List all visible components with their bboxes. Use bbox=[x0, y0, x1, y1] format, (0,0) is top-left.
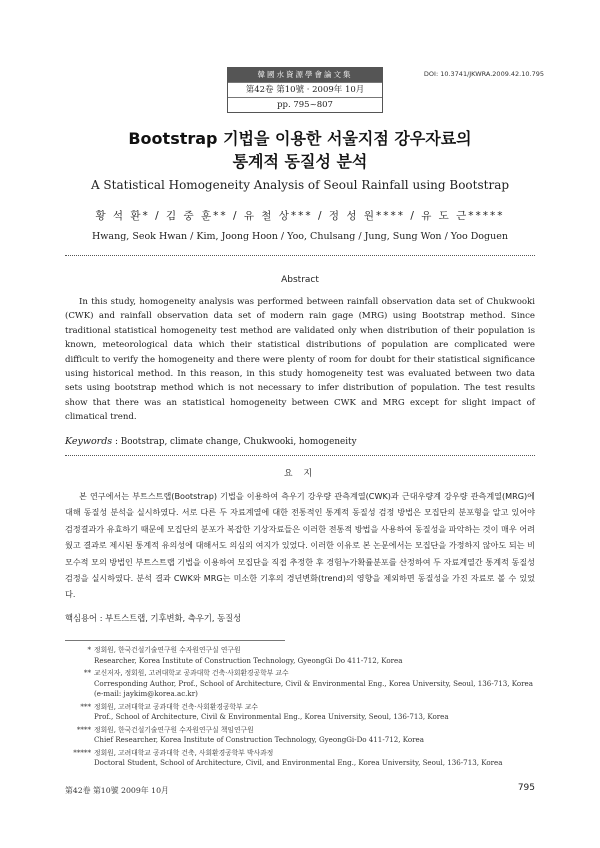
abstract-text: In this study, homogeneity analysis was performed between rainfall observation data set of Chukwooki (CWK) and rainfall observation data set of modern rain gage (MRG) using Bootstrap method. Since traditional statistical homogeneity test method are validated only when distribution of their population is known, meteorological data which their statistical distributions of population are complicated were difficult to verify the homogeneity and there were plenty of room for doubt for their statistical significance using historical method. In this reason, in this study homogeneity test was evaluated between two data sets using bootstrap method which is not necessary to infer distribution of population. The test results show that there was an statistical homogeneity between CWK and MRG except for slight impact of climatical trend. bbox=[65, 297, 535, 423]
page-number: 795 bbox=[517, 783, 535, 793]
keywords-text: : Bootstrap, climate change, Chukwooki, homogeneity bbox=[114, 437, 357, 447]
footnote-korean: 정회원, 한국건설기술연구원 수자원연구실 책임연구원 bbox=[94, 725, 254, 734]
authors-english: Hwang, Seok Hwan / Kim, Joong Hoon / Yoo, Chulsang / Jung, Sung Won / Yoo Doguen bbox=[92, 231, 508, 242]
footnote-2 bbox=[65, 668, 535, 700]
divider-top bbox=[65, 255, 535, 256]
footnote-mark: ***** bbox=[73, 747, 91, 757]
footnote-english: Corresponding Author, Prof., School of Architecture, Civil & Environmental Eng., Korea University, Seoul, 136-713, Korea bbox=[94, 678, 533, 688]
authors-korean: 황 석 환* / 김 중 훈** / 유 철 상*** / 정 성 원**** / 유 도 근***** bbox=[95, 210, 505, 222]
footnote-mark: *** bbox=[80, 701, 91, 711]
footnotes bbox=[65, 645, 535, 769]
summary-text: 본 연구에서는 부트스트랩(Bootstrap) 기법을 이용하여 측우기 강우량 관측계열(CWK)과 근대우량계 강우량 관측계열(MRG)에 대해 동질성 분석을 실시하였다. 서로 다른 두 자료계열에 대한 전통적인 통계적 동질성 검정 방법은 모집단의 분포형을 알고 있어야 검정결과가 유효하기 때문에 모집단의 분포가 복잡한 기상자료들은 이러한 전통적 방법을 사용하여 동질성을 파악하는 것이 매우 어려웠고 결과로 제시된 통계적 유의성에 대해서도 의심의 여지가 있었다. 이러한 이유로 본 논문에서는 모집단을 가정하지 않아도 되는 비모수적 모의 방법인 부트스트랩 기법을 이용하여 모집단을 직접 추정한 후 경험누가확률분포를 산정하여 두 자료계열간 통계적 동질성 검정을 실시하였다. 분석 결과 CWK와 MRG는 미소한 기후의 경년변화(trend)의 영향을 제외하면 동질성을 가진 자료로 볼 수 있었다. bbox=[65, 491, 535, 600]
footnote-english: Researcher, Korea Institute of Construction Technology, GyeongGi Do 411-712, Korea bbox=[94, 655, 403, 665]
keywords-line bbox=[65, 436, 535, 447]
footnote-mark: * bbox=[87, 645, 91, 654]
title-korean-line2: 통계적 동질성 분석 bbox=[232, 152, 368, 171]
footnote-english: Doctoral Student, School of Architecture, Civil, and Environmental Eng., Korea University, Seoul, 136-713, Korea bbox=[94, 758, 503, 767]
abstract-heading: Abstract bbox=[281, 275, 319, 285]
footnote-5 bbox=[65, 748, 535, 769]
footnote-english: Prof., School of Architecture, Civil & Environmental Eng., Korea University, Seoul, 136-713, Korea bbox=[94, 712, 449, 721]
journal-volume-issue: 第42卷 第10號 · 2009年 10月 bbox=[228, 82, 382, 97]
footnote-korean: 교신저자, 정회원, 고려대학교 공과대학 건축·사회환경공학부 교수 bbox=[94, 669, 289, 677]
footnote-mark: **** bbox=[76, 724, 91, 734]
footnote-korean: 정회원, 한국건설기술연구원 수자원연구실 연구원 bbox=[94, 646, 241, 654]
footnote-korean: 정회원, 고려대학교 공과대학 건축, 사회환경공학부 박사과정 bbox=[94, 748, 274, 757]
footnote-1 bbox=[65, 645, 535, 666]
divider-middle bbox=[65, 455, 535, 456]
footnote-email: (e-mail: jaykim@korea.ac.kr) bbox=[94, 689, 198, 698]
summary-heading: 요 지 bbox=[283, 469, 317, 479]
footnote-4 bbox=[65, 725, 535, 746]
footnote-english: Chief Researcher, Korea Institute of Construction Technology, GyeongGi-Do 411-712, Korea bbox=[94, 735, 424, 744]
title-english: A Statistical Homogeneity Analysis of Seoul Rainfall using Bootstrap bbox=[90, 178, 510, 192]
footnote-korean: 정회원, 고려대학교 공과대학 건축·사회환경공학부 교수 bbox=[94, 702, 258, 711]
keywords-korean: 핵심용어 : 부트스트랩, 기후변화, 측우기, 동질성 bbox=[65, 613, 242, 623]
journal-info-box bbox=[227, 67, 383, 113]
footnote-3 bbox=[65, 702, 535, 723]
footnote-rule bbox=[65, 640, 285, 641]
journal-name: 韓國水資源學會論文集 bbox=[228, 68, 382, 82]
footer-journal-info: 第42卷 第10號 2009年 10月 bbox=[65, 786, 169, 795]
doi-label: DOI: 10.3741/JKWRA.2009.42.10.795 bbox=[423, 70, 544, 78]
title-korean-line1: Bootstrap 기법을 이용한 서울지점 강우자료의 bbox=[128, 129, 472, 148]
journal-pages: pp. 795~807 bbox=[228, 97, 382, 112]
footnote-mark: ** bbox=[83, 668, 91, 677]
keywords-label: Keywords bbox=[65, 436, 113, 447]
